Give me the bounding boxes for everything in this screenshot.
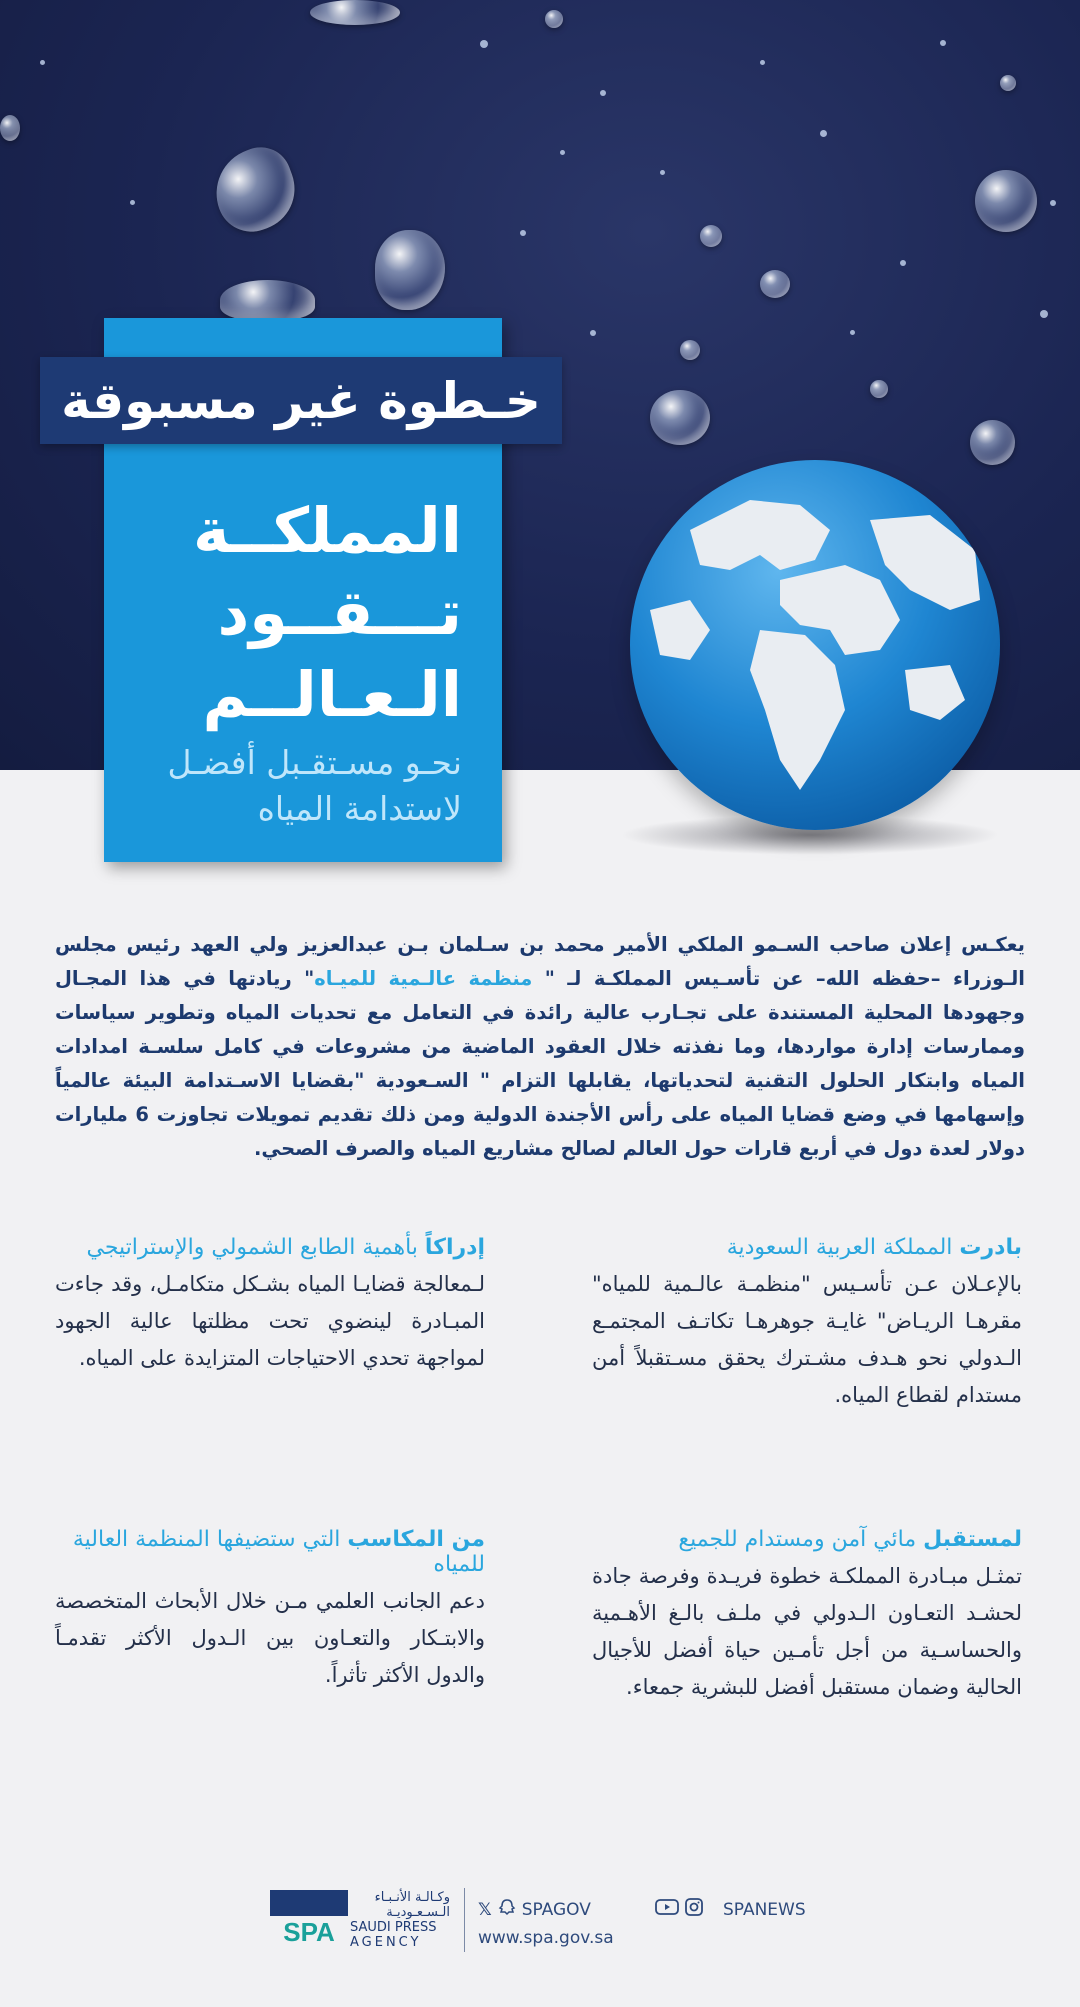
subheadline (104, 740, 462, 832)
water-drop (870, 380, 888, 398)
spa-logo (270, 1890, 348, 1946)
social-handle-news[interactable] (655, 1898, 806, 1921)
water-drop (975, 170, 1037, 232)
headline-line: المملكــة (192, 494, 462, 567)
mist-dot (760, 60, 765, 65)
mist-dot (520, 230, 526, 236)
info-card (55, 1527, 485, 1694)
water-drop (650, 390, 710, 445)
intro-highlight: منظمة عالـمية للميـاه (314, 967, 533, 990)
card-body: بالإعـلان عـن تأسـيس "منظمـة عالـمية للمياه" مقرهـا الريـاض" غايـة جوهرهـا تكاتـف المجتمـع الـدولي نحو هـدف مشـترك يحقق مسـتقبلاً أمن مستدام لقطاع المياه. (592, 1272, 1022, 1407)
agency-english-line: SAUDI PRESS (350, 1920, 437, 1935)
card-title (592, 1527, 1022, 1552)
headline-line: تـــقــود (217, 576, 462, 649)
info-card (55, 1235, 485, 1377)
headline (104, 490, 462, 736)
mist-dot (900, 260, 906, 266)
water-drop (970, 420, 1015, 465)
card-title-bold: إدراكاً (424, 1235, 485, 1260)
mist-dot (660, 170, 665, 175)
card-title-rest: المملكة العربية السعودية (726, 1235, 960, 1260)
mist-dot (940, 40, 946, 46)
footer (270, 1888, 830, 1958)
subheadline-line: نحـو مسـتقـبل أفضـل (167, 743, 462, 782)
card-title (592, 1235, 1022, 1260)
mist-dot (1050, 200, 1056, 206)
water-drop (760, 270, 790, 298)
card-title-bold: لمستقبل (923, 1527, 1022, 1552)
water-drop (545, 10, 563, 28)
water-drop (0, 115, 20, 141)
mist-dot (590, 330, 596, 336)
mist-dot (130, 200, 135, 205)
water-drop (220, 280, 315, 320)
card-body: تمثـل مبـادرة المملكـة خطوة فريـدة وفرصة جادة لحشـد التعـاون الـدولي في ملـف بالـغ الأهـمية والحساسـية من أجل تأمـين حياة أفضل للأجيال الحالية وضمان مستقبل أفضل للبشرية جمعاء. (592, 1564, 1022, 1699)
intro-text-start: يعكـس إعلان صاحب السـمو الملكي الأمير محمد بن سـلمان بـن عبدالعزيز ولي العهد رئيس مجلس الـوزراء –حفظه الله– عن تأسـيس المملكـة لـ " (55, 933, 1025, 990)
info-card (592, 1527, 1022, 1706)
globe-illustration (630, 460, 1000, 830)
footer-divider (464, 1888, 465, 1952)
water-drop (680, 340, 700, 360)
intro-paragraph (55, 928, 1025, 1166)
youtube-icon[interactable] (655, 1898, 679, 1921)
social-handle-gov[interactable] (478, 1898, 591, 1921)
website-link[interactable]: www.spa.gov.sa (478, 1928, 614, 1948)
continents-graphic (630, 460, 1000, 830)
card-title-rest: التي ستضيفها المنظمة العالية للمياه (72, 1527, 485, 1577)
mist-dot (560, 150, 565, 155)
mist-dot (480, 40, 488, 48)
card-title-bold: بادرت (959, 1235, 1022, 1260)
mist-dot (600, 90, 606, 96)
water-drop (700, 225, 722, 247)
mist-dot (1040, 310, 1048, 318)
water-drop (1000, 75, 1016, 91)
mist-dot (40, 60, 45, 65)
mist-dot (820, 130, 827, 137)
water-drop (310, 0, 400, 25)
title-banner (40, 357, 562, 444)
card-title-bold: من المكاسب (347, 1527, 485, 1552)
card-body: دعم الجانب العلمي مـن خلال الأبحاث المتخصصة والابتـكار والتعـاون بين الـدول الأكثر تقدمـاً والدول الأكثر تأثراً. (55, 1589, 485, 1687)
agency-name (350, 1890, 450, 1950)
card-title (55, 1235, 485, 1260)
x-icon[interactable]: 𝕏 (478, 1899, 492, 1920)
subheadline-line: لاستدامة المياه (257, 789, 462, 828)
water-drop (375, 230, 445, 310)
info-card (592, 1235, 1022, 1414)
card-title-rest: مائي آمن ومستدام للجميع (678, 1527, 924, 1552)
logo-text: SPA (283, 1917, 335, 1946)
handle-news-text[interactable]: SPANEWS (723, 1899, 806, 1920)
card-body: لـمعالجة قضايـا المياه بشـكل متكامـل، وقد جاءت المبـادرة لينضوي تحت مظلتها عالية الجهود لمواجهة تحدي الاحتياجات المتزايدة على المياه. (55, 1272, 485, 1370)
instagram-icon[interactable] (685, 1898, 703, 1921)
snapchat-icon[interactable] (498, 1898, 516, 1921)
agency-arabic-line: الـسـعـوديـة (386, 1905, 450, 1920)
mist-dot (850, 330, 855, 335)
card-title-rest: بأهمية الطابع الشمولي والإستراتيجي (86, 1235, 425, 1260)
agency-english-line: AGENCY (350, 1935, 422, 1950)
handle-gov-text[interactable]: SPAGOV (521, 1899, 591, 1920)
badge-title: خـطوة غير مسبوقة (61, 371, 541, 430)
headline-line: الـعـالــم (202, 658, 462, 731)
intro-text-end: " ريادتها في هذا المجـال وجهودها المحلية المستندة على تجـارب عالية رائدة في التعامل مع تحديات المياه وتطوير سياسات وممارسات إدارة مواردها، وما نفذته خلال العقود الماضية من مشروعات في كامل سلسـة امدادات المياه وابتكار الحلول التقنية لتحدياتها، يقابلها التزام " السـعودية "بقضايا الاسـتدامة البيئة عالمياً وإسهامها في وضع قضايا المياه على رأس الأجندة الدولية ومن ذلك تقديم تمويلات تجاوزت 6 مليارات دولار لعدة دول في أربع قارات حول العالم لصالح مشاريع المياه والصرف الصحي. (55, 967, 1025, 1160)
agency-arabic-line: وكـالـة الأنـبـاء (374, 1890, 450, 1905)
water-drop (204, 139, 307, 242)
card-title (55, 1527, 485, 1577)
